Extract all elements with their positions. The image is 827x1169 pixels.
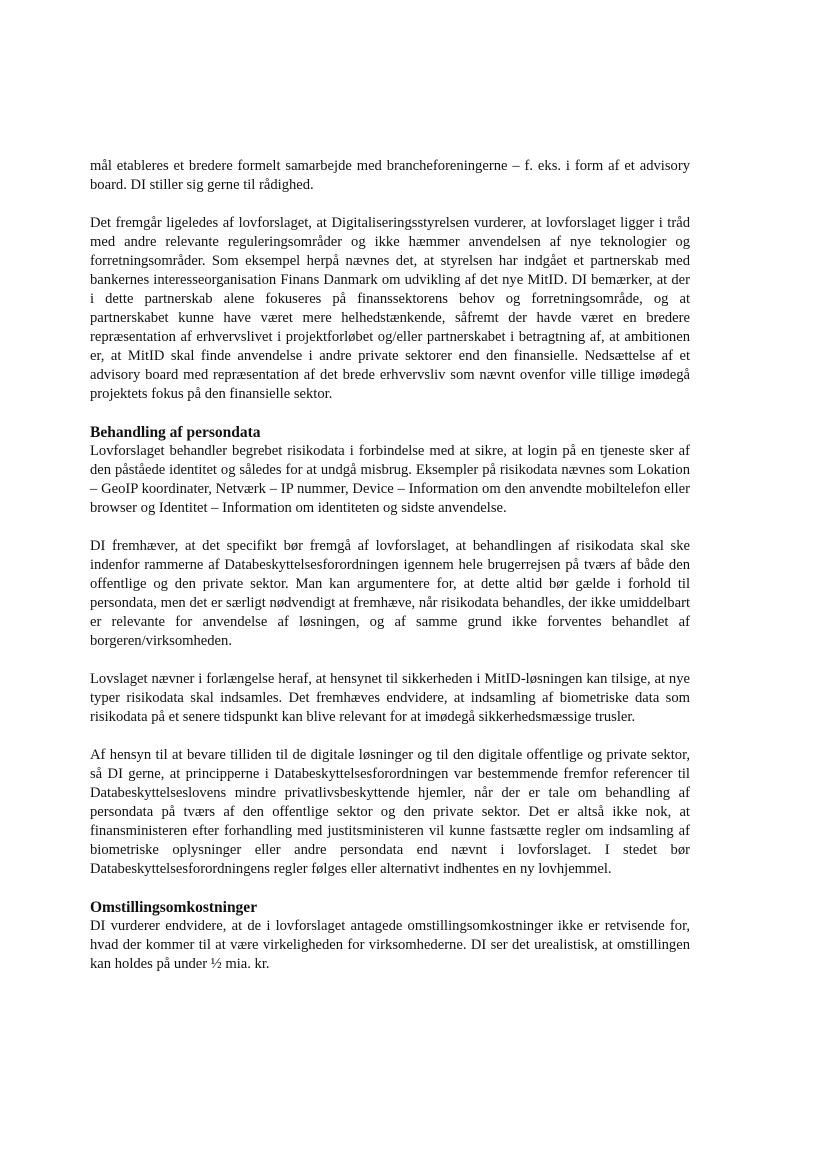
paragraph-spacer <box>90 404 690 423</box>
document-page <box>90 157 690 974</box>
paragraph-biometric-data: Lovslaget nævner i forlængelse heraf, at hensynet til sikkerheden i MitID-løsningen kan tilsige, at nye typer risikodata skal indsamles. Det fremhæves endvidere, at indsamling af biometriske data som risikodata på et senere tidspunkt kan blive relevant for at imødegå sikkerhedsmæssige trusler. <box>90 671 690 725</box>
paragraph-gdpr-emphasis: DI fremhæver, at det specifikt bør fremgå af lovforslaget, at behandlingen af risikodata skal ske indenfor rammerne af Databeskyttelsesforordningen igennem hele brugerrejsen på tværs af både den offentlige og den private sektor. Man kan argumentere for, at dette altid bør gælde i forhold til persondata, men det er særligt nødvendigt at fremhæve, når risikodata behandles, der ikke umiddelbart er relevante for anvendelse af løsningen, og af samme grund ikke forventes behandlet af borgeren/virksomheden. <box>90 538 690 649</box>
paragraph-spacer <box>90 195 690 214</box>
paragraph-advisory-board: mål etableres et bredere formelt samarbejde med brancheforeningerne – f. eks. i form af et advisory board. DI stiller sig gerne til rådighed. <box>90 158 690 193</box>
paragraph-spacer <box>90 518 690 537</box>
paragraph-risk-data: Lovforslaget behandler begrebet risikodata i forbindelse med at sikre, at login på en tjeneste sker af den påståede identitet og således for at undgå misbrug. Eksempler på risikodata nævnes som Lokation – GeoIP koordinater, Netværk – IP nummer, Device – Information om den anvendte mobiltelefon eller browser og Identitet – Information om identiteten og sidste anvendelse. <box>90 443 690 516</box>
paragraph-partnership: Det fremgår ligeledes af lovforslaget, at Digitaliseringsstyrelsen vurderer, at lovforslaget ligger i tråd med andre relevante reguleringsområder og ikke hæmmer anvendelsen af nye teknologier og forretningsområder. Som eksempel herpå nævnes det, at styrelsen har indgået et partnerskab med bankernes interesseorganisation Finans Danmark om udvikling af det nye MitID. DI bemærker, at der i dette partnerskab alene fokuseres på finanssektorens behov og forretningsområde, og at partnerskabet kunne have været mere helhedstænkende, såfremt der havde været en bredere repræsentation af erhvervslivet i projektforløbet og/eller partnerskabet i betragtning af, at ambitionen er, at MitID skal finde anvendelse i andre private sektorer end den finansielle. Nedsættelse af et advisory board med repræsentation af det brede erhvervsliv som nævnt ovenfor ville tillige imødegå projektets fokus på den finansielle sektor. <box>90 215 690 402</box>
paragraph-conversion-costs: DI vurderer endvidere, at de i lovforslaget antagede omstillingsomkostninger ikke er retvisende for, hvad der kommer til at være virkeligheden for virksomhederne. DI ser det urealistisk, at omstillingen kan holdes på under ½ mia. kr. <box>90 918 690 972</box>
paragraph-spacer <box>90 727 690 746</box>
heading-persondata: Behandling af persondata <box>90 424 261 441</box>
paragraph-trust: Af hensyn til at bevare tilliden til de digitale løsninger og til den digitale offentlige og private sektor, så DI gerne, at principperne i Databeskyttelsesforordningen var bestemmende fremfor referencer til Databeskyttelseslovens mindre privatlivsbeskyttende hjemler, når der er tale om behandling af persondata på tværs af den offentlige sektor og den private sektor. Det er altså ikke nok, at finansministeren efter forhandling med justitsministeren vil kunne fastsætte regler om indsamling af biometriske oplysninger eller andre persondata end nævnt i lovforslaget. I stedet bør Databeskyttelsesforordningens regler følges eller alternativt indhentes en ny lovhjemmel. <box>90 747 690 877</box>
paragraph-spacer <box>90 879 690 898</box>
heading-omstilling: Omstillingsomkostninger <box>90 899 258 916</box>
paragraph-spacer <box>90 651 690 670</box>
